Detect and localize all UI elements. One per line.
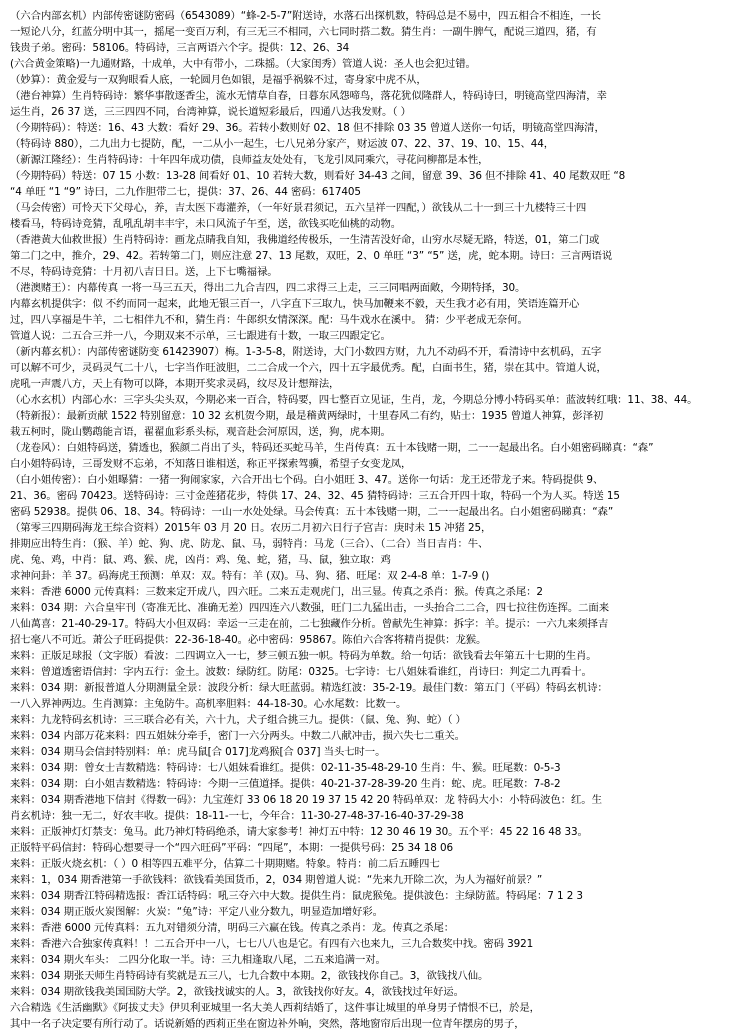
text-line: 来料：034 期马会信封特别料：单：虎马鼠[合 017]龙鸡猴[合 037] 当头七时一。 [10, 746, 386, 758]
text-line: 来料：034 期：曾女士吉数精选：特码诗：七八姐妹看谁红。提供：02-11-35-48-29-10 生肖：牛、猴。旺尾数：0-5-3 [10, 762, 561, 774]
text-line: （今期特码）：特送：16、43 大数：看好 29、36。若转小数则好 02、18 但不排除 03 35 曾道人送你一句话，明镜高堂四海清， [10, 122, 605, 134]
text-line: 栽五柯时，陇山鹦鹉能言语，翟翟血彩系头标，观音赴会河原因，送，狗，虎本期。 [10, 426, 391, 438]
text-line: （心水玄机）内部心水：三字头尖头双，今期必来一百合，特码要，四七整百立见证，生肖，龙，今期总分博小特码买单：蓝波转红哦：11、38、44。 [10, 394, 698, 406]
text-line: “4 单旺 “1 “9” 诗曰，二九作胆带二七，提供：37、26、44 密码：617405 [10, 186, 361, 198]
text-line: 来料：034 期香江特码精选报：香江话特码：吼三夺六中大数。提供生肖：鼠虎猴兔。提供波色：主绿防蓝。特码尾：7 1 2 3 [10, 890, 583, 902]
text-line: 招七毫八不可近。萧公子旺码提供：22-36-18-40。必中密码：95867。陈伯六合客将精肖提供：龙猴。 [10, 634, 487, 646]
text-line: （白小姐传密）：白小姐曝猜：一猪一狗闹家家，六合开出七个码。白小姐旺 3、47。送你一句话：龙王还带龙子来。特码提供 9、 [10, 474, 604, 486]
text-line: 来料：香港 6000 元传真料：五九对错须分清，明码三六赢在钱。传真之杀肖：龙。传真之杀尾： [10, 922, 455, 934]
text-line: 来料：香港 6000 元传真料：三数来定开成八，四六旺。二来五走观虎门，出三显。传真之杀肖：猴。传真之杀尾：2 [10, 586, 543, 598]
text-line: 肖玄机诗：独一无二，好农丰收。提供：18-11-一七，今年合：11-30-27-48-37-16-40-37-29-38 [10, 810, 464, 822]
text-line: （新内幕玄机）：内部传密谜防变 61423907）梅。1-3-5-8，附送诗，大门小数四方财，九九不动码不开，看清诗中玄机码，五字 [10, 346, 602, 358]
text-line: 来料：正版神灯灯禁支：兔马。此乃神灯特码绝杀，请大家参考！神灯五中特：12 30 46 19 30。五个平：45 22 16 48 33。 [10, 826, 588, 838]
text-line: 可以解不可少，灵码灵气二十八，七字当作旺波胆，二二合成一个六，四十五字最优秀。配，白面书生，猪，崇在其中。管道人说， [10, 362, 607, 374]
text-line: （新源江隆经）：生肖特码诗：十年四年成功债，良师益友处处有，飞龙引凤同乘穴，寻花问柳都是本性， [10, 154, 489, 166]
text-line: （妙算）：黄金爱与一双狗眼看人底，一轮圆月色如银，是福乎祸躲不过，寄身家中虎不从， [10, 74, 427, 86]
text-line: 排期应出特生肖：（猴、羊）蛇、狗、虎、防龙、鼠、马，弱特肖：马龙（三合）、（二合）当日吉肖：牛、 [10, 538, 489, 550]
text-line: （香港黄大仙救世报）生肖特码诗：画龙点睛我自知，我佛道经传极乐，一生清苦没好命，山穷水尽疑无路，特送，01，第二门或 [10, 234, 600, 246]
text-line: 来料：034 期香港地下信封《得数一码》：九宝莲灯 33 06 18 20 19 37 15 42 20 特码单双：龙 特码大小：小特码波色：红。生 [10, 794, 602, 806]
text-line: 密码 52938。提供 06、18、34。特码诗：一山一水处处绿。马会传真：五十本钱赌一期，二一一起最出名。白小姐密码睇真：“森” [10, 506, 614, 518]
text-line: （特新报）：最新贡献 1522 特别留意：10 32 玄机贺今期，最是稽黄两绿时，十里春风二有约，贴士：1935 曾道人神算，彭泽初 [10, 410, 604, 422]
text-line: 来料：九龙特码玄机诗：三三联合必有关，六十九，犬子组合挑三九。提供：（鼠、兔、狗、蛇）（ ） [10, 714, 466, 726]
text-line: 来料：1，034 期香港第一手欲钱料：欲钱看美国货币，2，034 期曾道人说：“先来九开除二次，为人为福好前景？” [10, 874, 543, 886]
text-line: 正版特平码信封：特码心想要寻一个“四六旺码”平码：“四尾”，本期：一提供号码：25 34 18 06 [10, 842, 453, 854]
text-line: （港台神算）生肖特码诗：繁华事散逐香尘，流水无情草自春，日暮东风怨啼鸟，落花犹似隆群人，特码诗曰，明镜高堂四海清，幸 [10, 90, 607, 102]
text-line: 来料：香港六合独家传真料！！二五合开中一八，七七八八也是它。有四有六也来九，三九合数奖中找。密码 3921 [10, 938, 534, 950]
text-line: 钱贵子弟。密码：58106。特码诗，三言两语六个字。提供：12、26、34 [10, 42, 350, 54]
text-line: （马会传密）可怜天下父母心，养，吉太医下毒灌养，（一年好景君须记，五六呈祥一四配，）欲钱从二十一到三十九楼特三十四 [10, 202, 587, 214]
text-line: 管道人说：二五合三并一八，今期双来不示单，三七跟进有十数，一取三四跟定它。 [10, 330, 391, 342]
text-line: 白小姐特码诗，三哥发财不忘弟，不知落日谁相送，称正平探索驾骥，希望子女变龙凤， [10, 458, 412, 470]
text-line: 一八入界神两边。生肖测算：主兔防牛。高机率胆料：44-18-30。心水尾数：比数一。 [10, 698, 407, 710]
text-line: 来料：034 期正版火炭图解：火炭：“兔”诗：平定八业分数九，明显造加增好彩。 [10, 906, 383, 918]
text-line: 楼看马，特码诗竞猜，乱吼乱胡丰丰宇，未口风流子午至，送，欲钱买吃仙桃的动物。 [10, 218, 402, 230]
text-line: 求神问卦：羊 37。码海虎王预测：单双：双。特有：羊 (双)。马、狗、猪、旺尾：双 2-4-8 单：1-7-9 () [10, 570, 490, 582]
text-line: 来料：034 期：白小姐吉数精选：特码诗：今期一三值道择。提供：40-21-37-28-39-20 生肖：蛇、虎。旺尾数：7-8-2 [10, 778, 561, 790]
text-line: 第二门之中，推介，29、42。若转第二门，则应注意 27、13 尾数，双旺，2、0 单旺 “3” “5” 送，虎，蛇本期。诗曰：三言两语说 [10, 250, 613, 262]
text-line: 运生肖，26 37 送，三三四四不同，台湾神算，说长道短彩最后，四通八达我发财。（ ） [10, 106, 411, 118]
text-line: (六合黄金策略)一九通财路，十成单，大中有带小，二珠摇。（大家闺秀）管道人说：圣人也会犯过错。 [10, 58, 476, 70]
text-line: 虎吼一声震八方，天上有物可以降，本期开奖求灵码，纹尽及计想辩法， [10, 378, 340, 390]
text-line: 不尽，特码诗竞猜：十月初八吉日日。送，上下七嘴福禄。 [10, 266, 278, 278]
text-line: 八仙萬喜：21-40-29-17。特码大小但双码：幸运一三走在前，二七独藏作分析。曾献先生神算：拆字：羊。提示：一六九来须择吉 [10, 618, 609, 630]
text-line: （六合内部玄机）内部传密谜防密码（6543089）“蜂-2-5-7”附送诗，水落石出探机数，特码总是不易中，四五相合不相连，一长 [10, 10, 601, 22]
text-line: 来料：正版火烧玄机：（ ）0 相等四五难平分，估算二十期期赌。特象。特肖：前二后五睡四七 [10, 858, 440, 870]
text-line: 来料：正版足球报（文字版）看波：二四调立入一七，梦三顿五独一帜。特码为单数。给一句话：欲钱看去年第五十七期的生肖。 [10, 650, 597, 662]
text-line: （特码诗 880），二九出力七提防，配，一二从小一起生，七八兄弟分家产，财运波 07、22、37、19、10、15、44， [10, 138, 555, 150]
text-line: 来料：034 期欲钱我美国国防大学。2，欲钱找诚实的人。3，欲钱找你好友。4，欲钱找过年好运。 [10, 986, 464, 998]
text-line: （今期特码）特送：07 15 小数：13-28 间看好 01、10 若转大数，则看好 34-43 之间，留意 39、36 但不排除 41、40 尾数双旺 “8 [10, 170, 626, 182]
text-line: 其中一名子决定要有所行动了。话说新婚的西莉正坐在窗边补外晌，突然，落地窗帘后出现一位青年摆房的男子， [10, 1018, 525, 1030]
text-line: 来料：034 内部万花来料：四五姐妹分牵手，密门一六分两头。中数二八献冲击，损六失七二重关。 [10, 730, 465, 742]
text-line: 一短论八分，红蓝分明中其一，摇尾一变百万利，有三无三不相同，六七同时搭二数。猜生肖：一副牛脾气，配说三道四，猪，有 [10, 26, 597, 38]
text-line: 来料：034 期：新报普道人分期测量全景：波段分析：绿大旺蓝弱。精选红波：35-2-19。最佳门数：第五门（平码）特码玄机诗： [10, 682, 608, 694]
text-line: （龙卷风）：白姐特码送，猜透也，猴颜二肖出了头，特码还买蛇马羊，生肖传真：五十本钱赌一期，二一一起最出名。白小姐密码睇真：“森” [10, 442, 654, 454]
text-line: 虎、兔、鸡，中肖：鼠、鸡、猴、虎，凶肖：鸡、兔、蛇，猪，马、鼠，独立取：鸡 [10, 554, 391, 566]
text-line: 六合精选《生活幽默》《阿拔丈夫》伊贝利亚城里一名大美人西莉结婚了，这件事让城里的单身男子情恨不已，於是， [10, 1002, 540, 1014]
text-line: 21、36。密码 70423。送特码诗：三寸金莲猪花步，特供 17、24、32、45 猜特码诗：三五合开四十取，特码一个为人买。特送 15 [10, 490, 620, 502]
text-line: 过，四八享福是牛羊，二七相伴九不和，猜生肖：牛郎织女情深深。配：马牛戏水在溪中。 猜：少平老成无奈何。 [10, 314, 528, 326]
text-line: 来料：曾道透密语信封：字内五行：金土。波数：绿防红。防尾：0325。七字诗：七八姐妹看谁红，肖诗曰：判定二九再看十。 [10, 666, 592, 678]
text-line: 来料：034 期：六合皇牢刊（寄准无比、准确无差）四四连六八数强，旺门二九猛出击，一头抬合二二合，四七拉往伤连挥。二面来 [10, 602, 610, 614]
text-line: 内幕玄机提供字：似 不约而同一起来，此地无银三百一，八字直下三取九，快马加鞭来不毅，天生我才必有用，笑语连篇开心 [10, 298, 580, 310]
text-line: 来料：034 期火车头： 二四分化取一半。诗：三九相逢取八尾，二五来追满一对。 [10, 954, 386, 966]
text-line: （港澳赌王）：内幕传真 一将一马三五天，得出二九合吉四，四二求得三上走，三三同唱两面敞，今期特择，30。 [10, 282, 526, 294]
text-line: （第零三四期码海龙王综合资料）2015年 03 月 20 日。农历二月初六日行子宫吉：庚时未 15 冲猪 25， [10, 522, 492, 534]
text-line: 来料：034 期张天师生肖特码诗有奖就是五三八，七九合数中本期。2，欲钱找你自己。3，欲钱找八仙。 [10, 970, 489, 982]
